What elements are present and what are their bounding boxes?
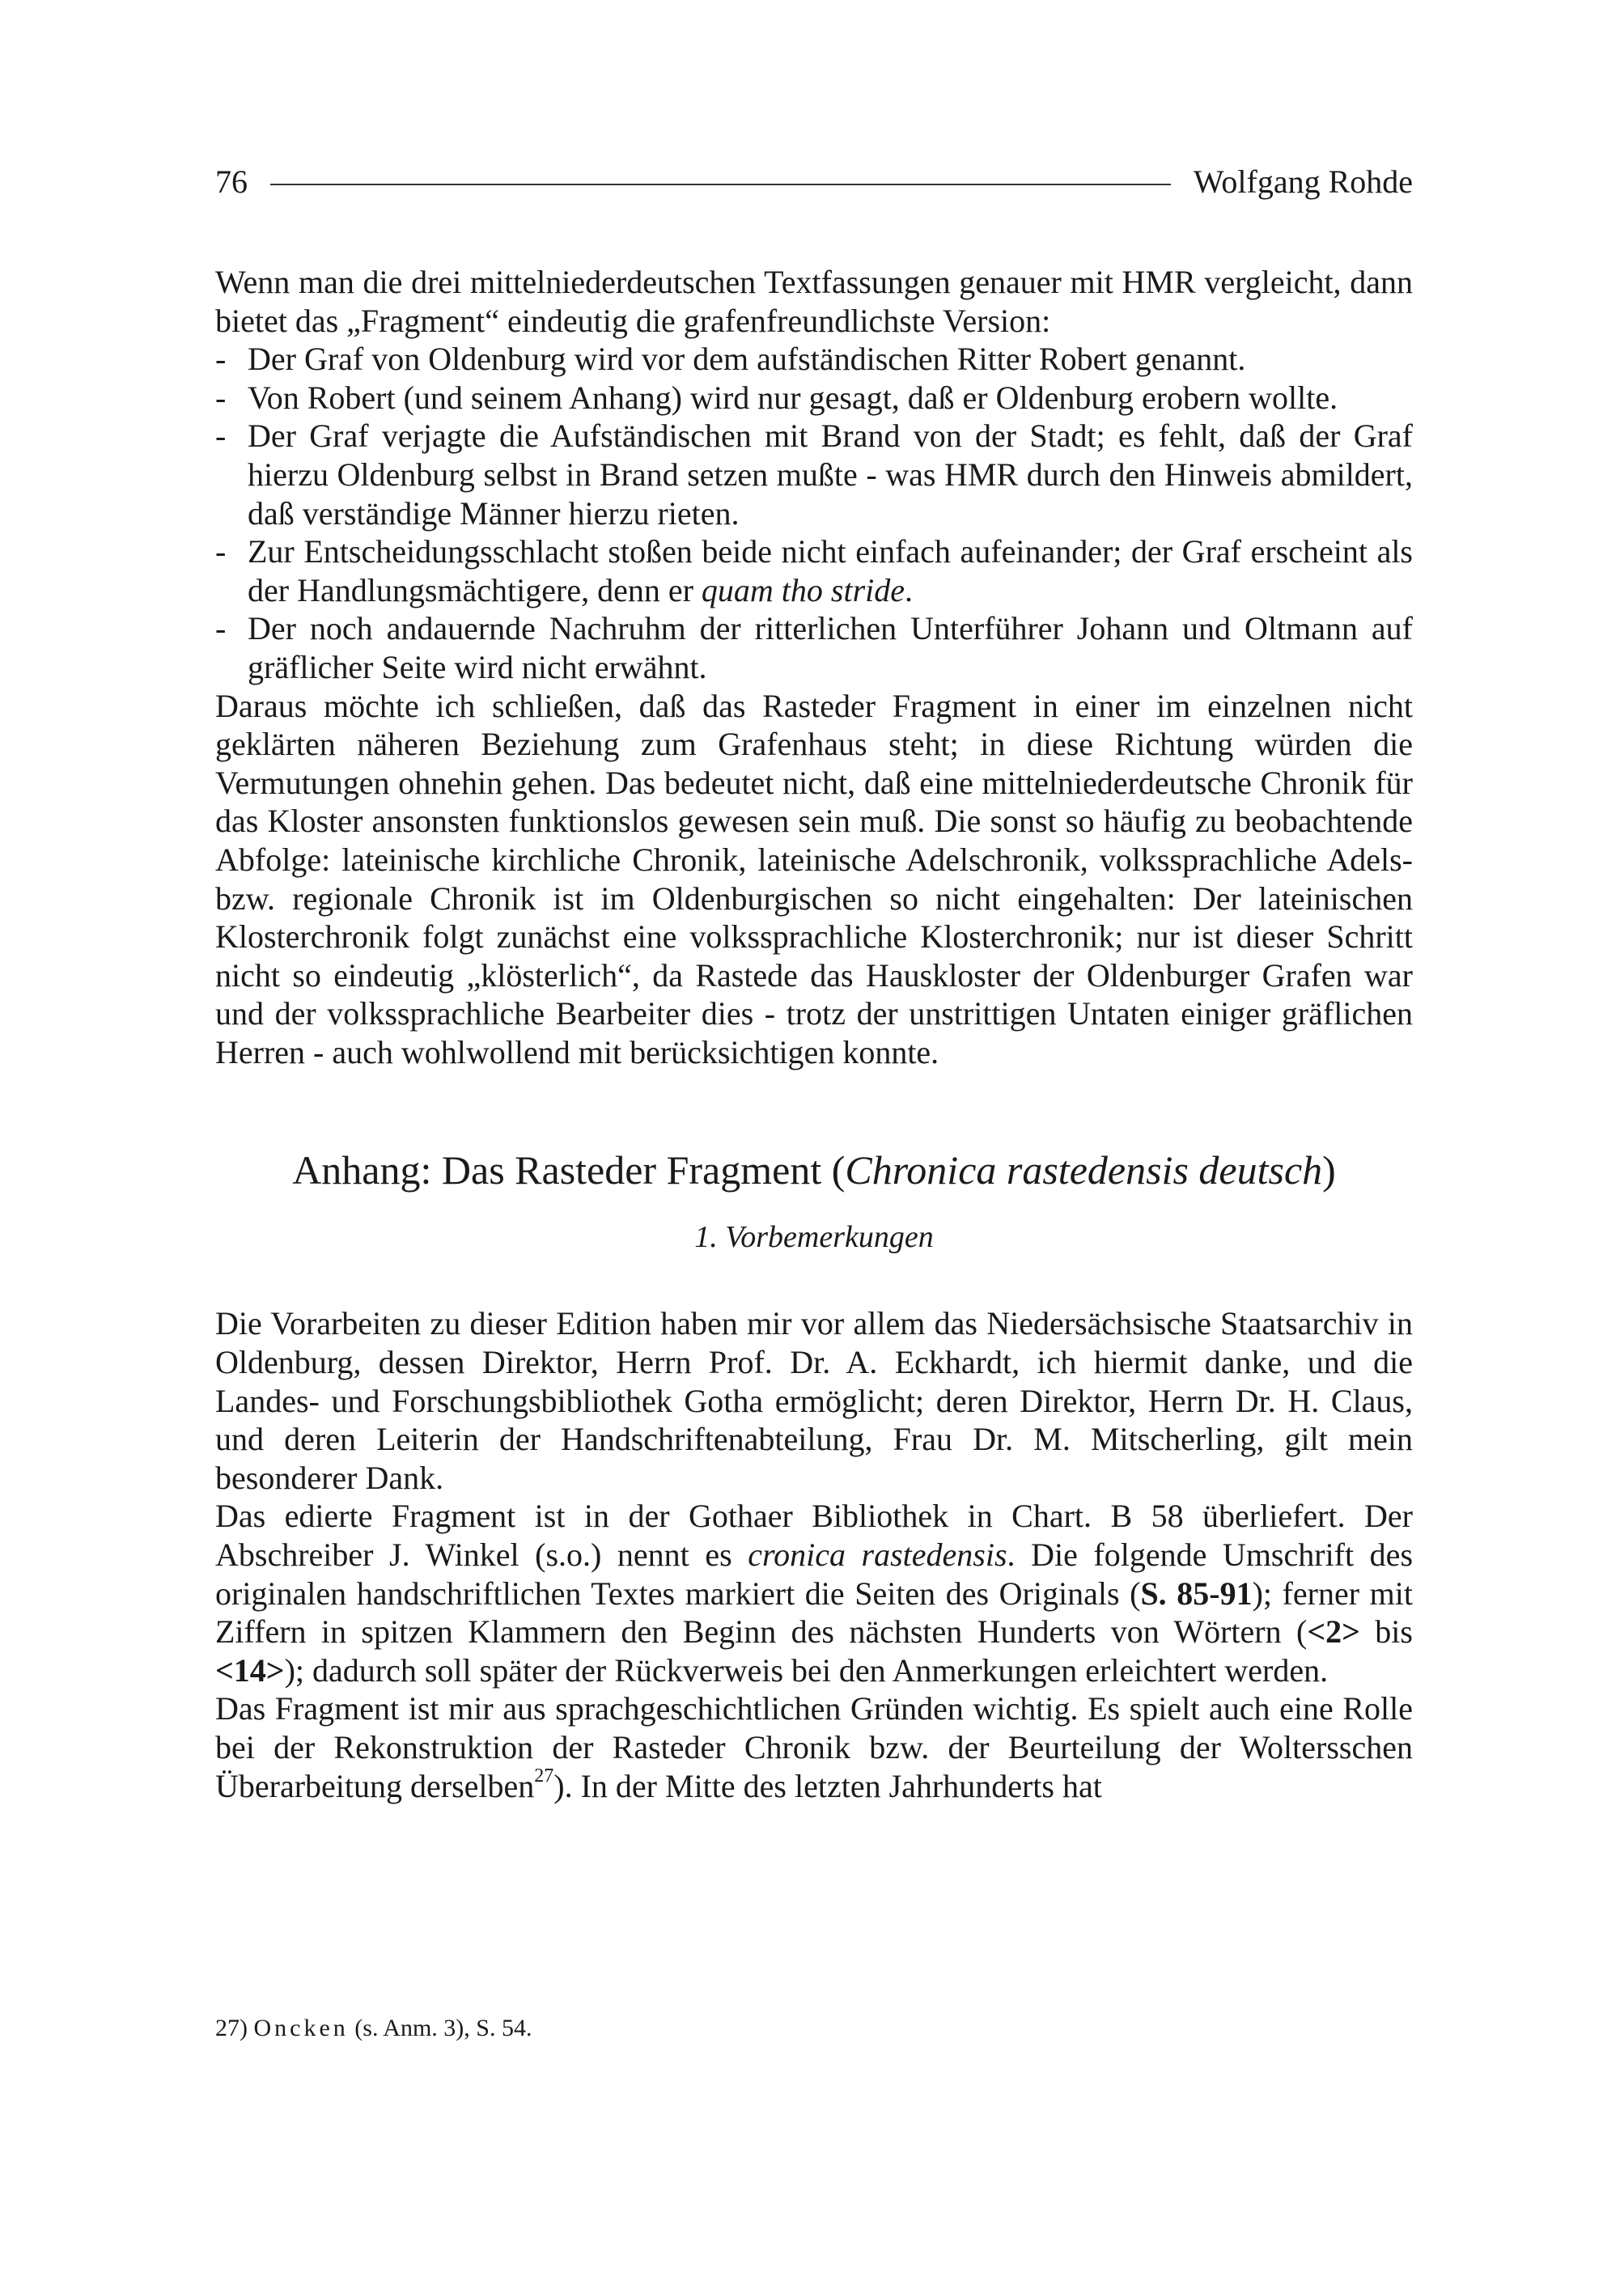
importance-paragraph (215, 1689, 1413, 1805)
intro-paragraph: Wenn man die drei mittelniederdeutschen Textfassungen genauer mit HMR vergleicht, dann bietet das „Fragment“ eindeutig die grafenfreundlichste Version: (215, 264, 1413, 339)
list-item-text-part: Zur Entscheidungsschlacht stoßen beide nicht einfach aufeinander; der Graf erscheint als der Handlungsmächtigere, denn er (248, 533, 1413, 608)
footnote (215, 2013, 532, 2044)
acknowledgement-paragraph: Die Vorarbeiten zu dieser Edition haben mir vor allem das Niedersächsische Staatsarchiv in Oldenburg, dessen Direktor, Herrn Prof. Dr. A. Eckhardt, ich hiermit danke, und die Landes- und Forschungsbibliothek Gotha ermöglicht; deren Direktor, Herrn Dr. H. Claus, und deren Leiterin der Handschriftenabteilung, Frau Dr. M. Mitscherling, gilt mein besonderer Dank. (215, 1305, 1413, 1496)
paragraph-text: ); dadurch soll später der Rückverweis bei den Anmerkungen erleichtert werden. (284, 1651, 1329, 1689)
list-item (215, 379, 1413, 417)
list-item-text (248, 533, 1413, 608)
list-dash: - (215, 341, 227, 378)
list-item-text: Von Robert (und seinem Anhang) wird nur gesagt, daß er Oldenburg erobern wollte. (248, 379, 1338, 416)
paragraph-text: ); ferner mit Ziffern in spitzen Klammern den Beginn des nächsten Hunderts von Wörtern ( (215, 1575, 1413, 1651)
comparison-list (215, 340, 1413, 686)
appendix-heading (215, 1146, 1413, 1194)
footnote-ref: 27 (534, 1765, 554, 1787)
latin-quote: quam tho stride (701, 571, 905, 608)
heading-italic: Chronica rastedensis deutsch (845, 1147, 1323, 1193)
running-head (215, 162, 1413, 202)
conclusion-paragraph: Daraus möchte ich schließen, daß das Rasteder Fragment in einer im einzelnen nicht geklärten näheren Beziehung zum Grafenhaus steht; in diese Richtung würden die Vermutungen ohnehin gehen. Das bedeutet nicht, daß eine mittelniederdeutsche Chronik für das Kloster ansonsten funktionslos gewesen sein muß. Die sonst so häufig zu beobachtende Abfolge: lateinische kirchliche Chronik, lateinische Adelschronik, volkssprachliche Adels- bzw. regionale Chronik ist im Oldenburgischen so nicht eingehalten: Der lateinischen Klosterchronik folgt zunächst eine volkssprachliche Klosterchronik; nur ist dieser Schritt nicht so eindeutig „klösterlich“, da Rastede das Hauskloster der Oldenburger Grafen war und der volkssprachliche Bearbeiter dies - trotz der unstrittigen Untaten einiger gräflichen Herren - auch wohlwollend mit berücksichtigen konnte. (215, 687, 1413, 1070)
heading-text: Anhang: Das Rasteder Fragment ( (292, 1147, 846, 1193)
main-text (215, 263, 1413, 1071)
list-dash: - (215, 379, 227, 416)
marker-end: <14> (215, 1651, 285, 1689)
page-content (215, 162, 1413, 1805)
list-dash: - (215, 533, 227, 570)
running-head-author: Wolfgang Rohde (1193, 163, 1413, 200)
list-item-text: Der noch andauernde Nachruhm der ritterlichen Unterführer Johann und Oltmann auf gräflicher Seite wird nicht erwähnt. (248, 610, 1413, 685)
list-item-text-part: . (905, 571, 914, 608)
footnote-author: Oncken (253, 2015, 349, 2041)
section-heading: 1. Vorbemerkungen (694, 1220, 934, 1255)
list-item-text: Der Graf verjagte die Aufständischen mit Brand von der Stadt; es fehlt, daß der Graf hierzu Oldenburg selbst in Brand setzen mußte - was HMR durch den Hinweis abmildert, daß verständige Männer hierzu rieten. (248, 417, 1413, 532)
list-dash: - (215, 417, 227, 455)
heading-text: ) (1322, 1147, 1336, 1193)
footnote-text: (s. Anm. 3), S. 54. (354, 2015, 532, 2041)
list-item (215, 340, 1413, 379)
list-dash: - (215, 610, 227, 647)
latin-title: cronica rastedensis (748, 1536, 1007, 1574)
paragraph-text: bis (1359, 1613, 1413, 1651)
paragraph-text: Das Fragment ist mir aus sprachgeschichtlichen Gründen wichtig. Es spielt auch eine Rolle bei der Rekonstruktion der Rasteder Chronik bzw. der Beurteilung der Woltersschen Überarbeitung derselben (215, 1690, 1413, 1804)
paragraph-text: Das edierte Fragment ist in der Gothaer Bibliothek in Chart. B 58 überliefert. Der Abschreiber J. Winkel (s.o.) nennt es (215, 1498, 1413, 1574)
paragraph-text: . Die folgende Umschrift des originalen handschriftlichen Textes markiert die Seiten des Originals ( (215, 1536, 1414, 1612)
list-item (215, 417, 1413, 532)
footnote-number: 27) (215, 2015, 248, 2041)
list-item (215, 609, 1413, 686)
page-number: 76 (215, 163, 248, 200)
list-item-text: Der Graf von Oldenburg wird vor dem aufständischen Ritter Robert genannt. (248, 341, 1246, 378)
marker-start: <2> (1307, 1613, 1360, 1651)
section-text (215, 1304, 1413, 1805)
paragraph-text: ). In der Mitte des letzten Jahrhunderts hat (553, 1767, 1102, 1804)
source-paragraph (215, 1497, 1413, 1689)
page-range: S. 85-91 (1140, 1575, 1253, 1612)
header-rule (270, 184, 1171, 185)
list-item (215, 532, 1413, 609)
